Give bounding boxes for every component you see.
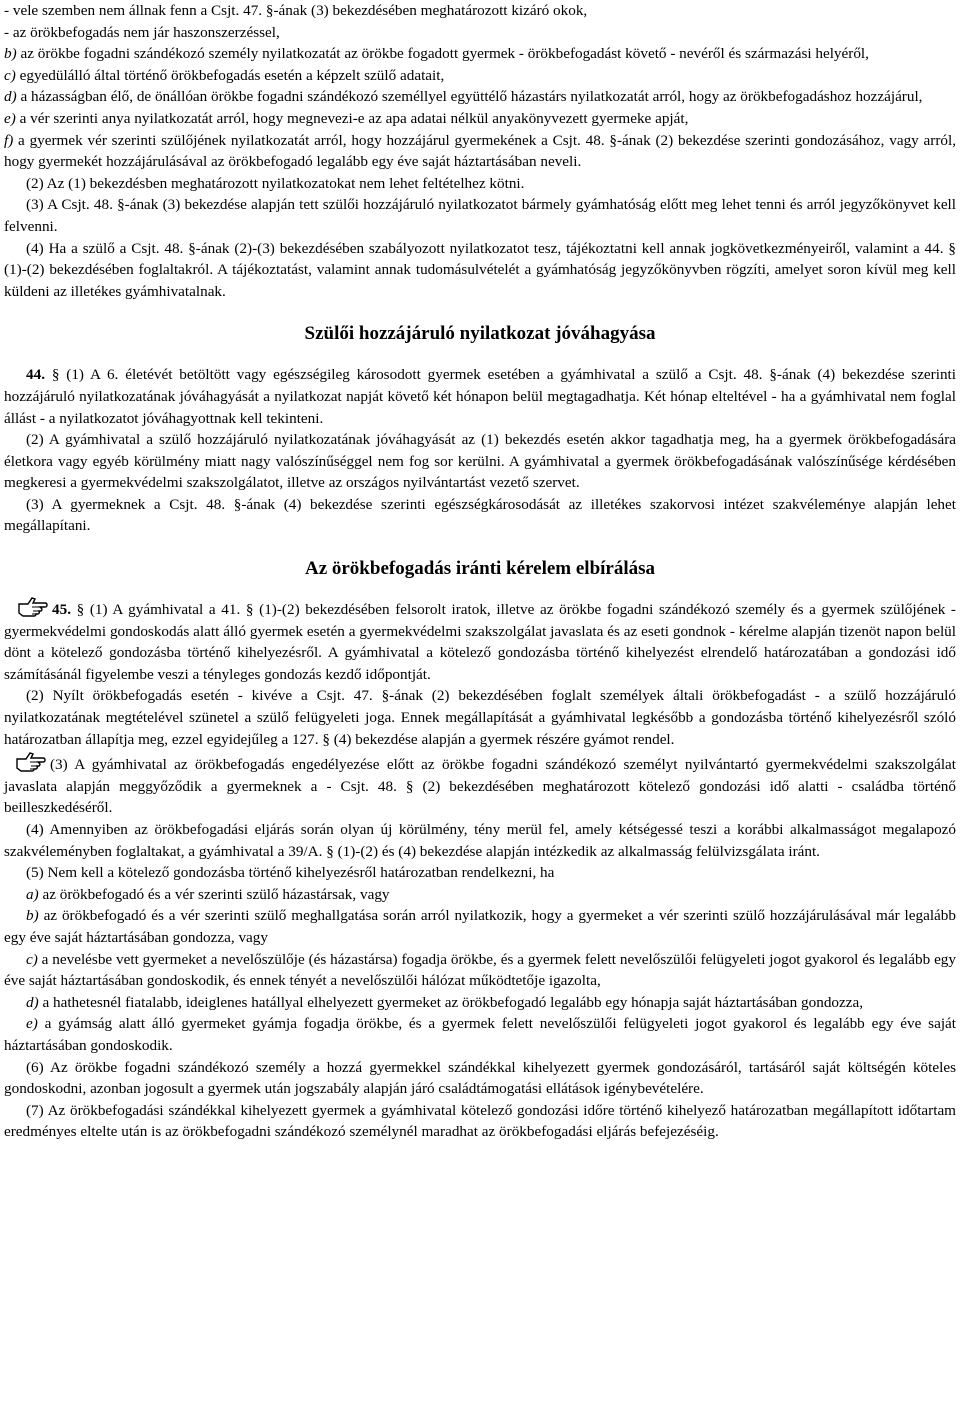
- section-number: 44.: [26, 366, 45, 384]
- paragraph-text: § (1) A gyámhivatal a 41. § (1)-(2) bekezdésében felsorolt iratok, illetve az örökbe fogadni szándékozó személy és a gyermek szülőjének - gyermekvédelmi gondoskodás alatt álló gyermek esetén a gyermekvédelmi szakszolgálat javaslata és az eseti gondnok - kérelme alapján tizenöt napon belül dönt a kötelező gondozásba történő kihelyezésről. A gyámhivatal a kötelező gondozásba történő kihelyezést elrendelő határozatában a gondozási idő számításánál figyelembe veszi a tényleges gondozás kezdő időpontját.: [4, 601, 956, 683]
- list-item-a: [4, 884, 956, 906]
- item-text: az örökbefogadó és a vér szerinti szülő meghallgatása során arról nyilatkozik, hogy a gyermeket a vér szerinti szülő hozzájárulásával már legalább egy éve saját háztartásában gondozza, vagy: [4, 907, 956, 946]
- list-item-b: [4, 43, 956, 65]
- list-item-e: [4, 108, 956, 130]
- paragraph: (4) Amennyiben az örökbefogadási eljárás során olyan új körülmény, tény merül fel, amely kétségessé teszi a korábbi alkalmasságot megalapozó szakvéleményben foglaltakat, a gyámhivatal a 39/A. § (1)-(2) és (4) bekezdése alapján intézkedik az alkalmasság felülvizsgálata iránt.: [4, 821, 956, 860]
- pointing-hand-icon: [18, 595, 48, 617]
- item-text: a gyámság alatt álló gyermeket gyámja fogadja örökbe, és a gyermek felett nevelőszülői felügyeleti jogot gyakorol és legalább egy éve saját háztartásában gondoskodik.: [4, 1015, 956, 1054]
- paragraph: (5) Nem kell a kötelező gondozásba történő kihelyezésről határozatban rendelkezni, ha: [26, 864, 555, 882]
- item-mark: a): [26, 885, 39, 903]
- list-item-c: [4, 949, 956, 992]
- paragraph: (3) A gyermeknek a Csjt. 48. §-ának (4) bekezdése szerinti egészségkárosodását az illetékes szakorvosi intézet szakvéleménye alapján lehet megállapítani.: [4, 495, 956, 535]
- condition-line: - vele szemben nem állnak fenn a Csjt. 47. §-ának (3) bekezdésében meghatározott kizáró okok,: [4, 2, 588, 19]
- condition-line: - az örökbefogadás nem jár haszonszerzéssel,: [4, 23, 280, 41]
- paragraph-text: § (1) A 6. életévét betöltött vagy egészségileg károsodott gyermek esetében a gyámhivatal a szülő a Csjt. 48. §-ának (4) bekezdése szerinti hozzájáruló nyilatkozatának jóváhagyását a nyilatkozat napját követő két hónapon belül megtagadhatja. Két hónap elteltével - ha a gyámhivatal nem foglal állást - a nyilatkozatot jóváhagyottnak kell tekinteni.: [4, 366, 956, 427]
- paragraph-text: (3) A gyámhivatal az örökbefogadás engedélyezése előtt az örökbe fogadni szándékozó személyt nyilvántartó gyermekvédelmi szakszolgálat javaslata alapján meggyőződik a gyermeknek a - Csjt. 48. § (2) bekezdésében meghatározott kötelező gondozási idő alatti - családba történő beilleszkedéséről.: [4, 756, 956, 817]
- item-text: a hathetesnél fiatalabb, ideiglenes hatállyal elhelyezett gyermeket az örökbefogadó legalább egy hónapja saját háztartásában gondozza,: [38, 993, 864, 1011]
- list-item-b: [4, 905, 956, 948]
- paragraph: (4) Ha a szülő a Csjt. 48. §-ának (2)-(3) bekezdésében szabályozott nyilatkozatot tesz, tájékoztatni kell annak jogkövetkezményeiről, valamint a 44. § (1)-(2) bekezdésében foglaltakról. A tájékoztatást, valamint annak tudomásulvételét a gyámhatóság jegyzőkönyvben rögzíti, amelyet soron kívül meg kell küldeni az illetékes gyámhivatalnak.: [4, 239, 956, 300]
- section-45-paragraph-1: [4, 595, 956, 685]
- section-heading: Szülői hozzájáruló nyilatkozat jóváhagyása: [304, 323, 656, 345]
- paragraph: (2) Nyílt örökbefogadás esetén - kivéve a Csjt. 47. §-ának (2) bekezdésében foglalt személyek általi örökbefogadást - a szülő hozzájáruló nyilatkozatának megtételével szünetel a szülő felügyeleti joga. Ennek megállapítását a gyámhivatal legkésőbb a gondozásba történő kihelyezésről szóló határozatban állapítja meg, ezzel egyidejűleg a 127. § (4) bekezdése alapján a gyermek részére gyámot rendel.: [4, 687, 956, 748]
- item-text: a nevelésbe vett gyermeket a nevelőszülője (és házastársa) fogadja örökbe, és a gyermek felett nevelőszülői felügyeleti jogot gyakorol és legalább egy éve saját háztartásában gondoskodik, és ennek tényét a nevelőszülői hálózat működtetője igazolta,: [4, 950, 956, 990]
- section-heading: Az örökbefogadás iránti kérelem elbírálása: [304, 558, 656, 580]
- section-44-paragraph-1: [4, 364, 956, 429]
- paragraph: (2) A gyámhivatal a szülő hozzájáruló nyilatkozatának jóváhagyását az (1) bekezdés esetén akkor tagadhatja meg, ha a gyermek örökbefogadására életkora vagy egyéb körülmény miatt nagy valószínűséggel nem fog sor kerülni. A gyámhivatal a gyermek örökbefogadásának valószínűsége kérdésében megkeresi a gyermekvédelmi szakszolgálatot, illetve az országos nyilvántartást vezető szervet.: [4, 431, 956, 492]
- item-mark: b): [4, 45, 17, 63]
- list-item-e: [4, 1013, 956, 1056]
- item-text: egyedülálló által történő örökbefogadás esetén a képzelt szülő adatait,: [15, 66, 445, 84]
- paragraph: (7) Az örökbefogadási szándékkal kihelyezett gyermek a gyámhivatal kötelező gondozási időre történő kihelyező határozatban megállapított időtartam eredményes eltelte után is az örökbefogadni szándékozó személynél maradhat az örökbefogadási eljárás befejezéséig.: [4, 1101, 956, 1141]
- item-text: az örökbefogadó és a vér szerinti szülő házastársak, vagy: [38, 885, 390, 903]
- item-mark: c): [4, 66, 16, 84]
- list-item-f: [4, 130, 956, 173]
- paragraph-with-icon: [4, 750, 956, 819]
- paragraph: (2) Az (1) bekezdésben meghatározott nyilatkozatokat nem lehet feltételhez kötni.: [26, 174, 525, 192]
- list-item-c: [4, 65, 956, 87]
- paragraph: (3) A Csjt. 48. §-ának (3) bekezdése alapján tett szülői hozzájáruló nyilatkozatot bármely gyámhatóság előtt meg lehet tenni és arról jegyzőkönyvet kell felvenni.: [4, 196, 956, 235]
- paragraph: (6) Az örökbe fogadni szándékozó személy a hozzá gyermekkel szándékkal kihelyezett gyermek gondozásáról, tartásáról saját költségén köteles gondoskodni, azonban jogosult a gyermek után jogszabály alapján járó családtámogatási ellátások igénybevételére.: [4, 1058, 956, 1098]
- item-mark: e): [4, 109, 16, 127]
- item-mark: e): [26, 1015, 38, 1033]
- item-text: az örökbe fogadni szándékozó személy nyilatkozatát az örökbe fogadott gyermek - örökbefogadást követő - nevéről és származási helyéről,: [16, 45, 869, 63]
- item-text: a házasságban élő, de önállóan örökbe fogadni szándékozó személlyel együttélő házastárs nyilatkozatát arról, hogy az örökbefogadáshoz hozzájárul,: [16, 88, 923, 106]
- list-item-d: [4, 86, 956, 108]
- item-text: a vér szerinti anya nyilatkozatát arról, hogy megnevezi-e az apa adatai nélkül anyakönyvezett gyermeke apját,: [15, 109, 689, 127]
- item-mark: f): [4, 131, 14, 149]
- pointing-hand-icon: [16, 750, 46, 772]
- section-number: 45.: [52, 601, 71, 619]
- item-mark: c): [26, 950, 38, 968]
- item-mark: d): [26, 993, 39, 1011]
- list-item-d: [4, 992, 956, 1014]
- item-text: a gyermek vér szerinti szülőjének nyilatkozatát arról, hogy hozzájárul gyermekének a Csjt. 48. §-ának (2) bekezdése szerinti gondozásához, vagy arról, hogy gyermekét hozzájárulásával az örökbefogadó legalább egy éve saját háztartásában neveli.: [4, 131, 956, 171]
- item-mark: b): [26, 907, 39, 925]
- item-mark: d): [4, 88, 17, 106]
